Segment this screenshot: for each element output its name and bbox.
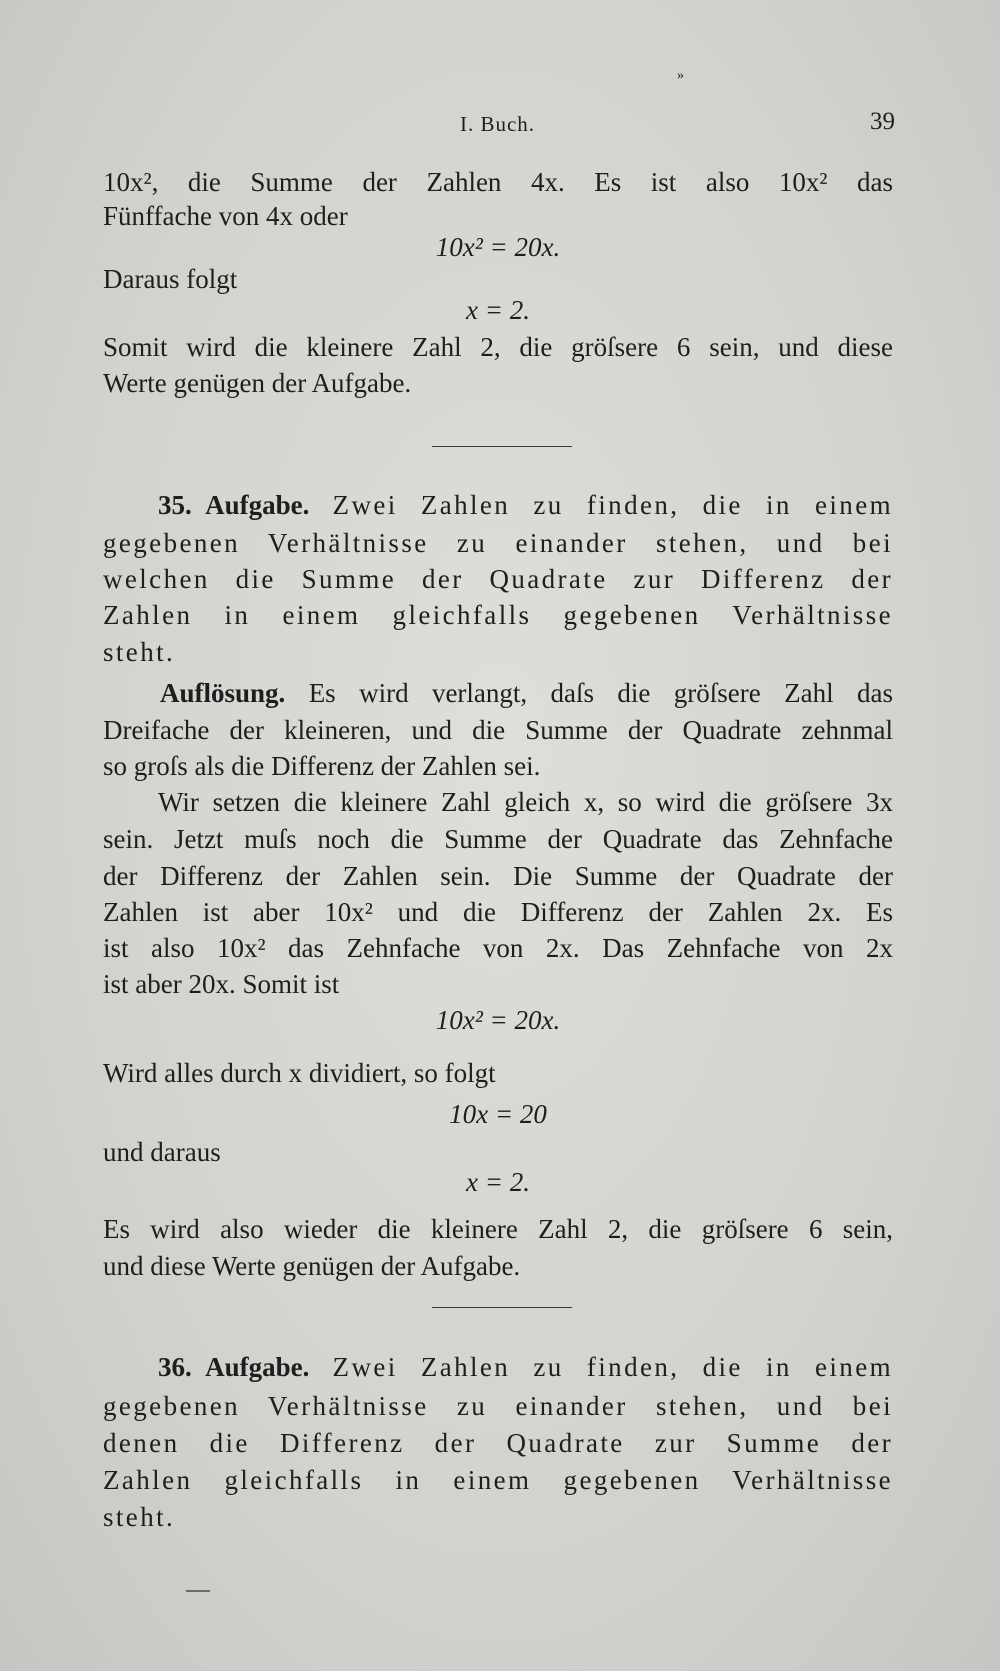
text-line: ist also 10x² das Zehnfache von 2x. Das Zehnfache von 2x [103, 933, 893, 963]
text-line: und daraus [103, 1137, 221, 1167]
text-line: Zahlen in einem gleichfalls gegebenen Verhältnisse [103, 600, 893, 630]
text-line: Wir setzen die kleinere Zahl gleich x, so wird die gröſsere 3x [158, 787, 893, 817]
problem-heading-line [158, 488, 893, 522]
text-line: Zahlen gleichfalls in einem gegebenen Verhältnisse [103, 1465, 893, 1495]
text-line: Daraus folgt [103, 264, 238, 294]
text-line: Zahlen ist aber 10x² und die Differenz der Zahlen 2x. Es [103, 897, 893, 927]
equation: x = 2. [466, 295, 530, 325]
text-line: steht. [103, 637, 176, 667]
chapter-title: I. Buch. [459, 112, 536, 136]
text-line: gegebenen Verhältnisse zu einander stehen, und bei [103, 528, 893, 558]
text-line: Es wird also wieder die kleinere Zahl 2, die gröſsere 6 sein, [103, 1214, 893, 1244]
text-line: denen die Differenz der Quadrate zur Summe der [103, 1428, 893, 1458]
text-line: ist aber 20x. Somit ist [103, 969, 340, 999]
text-line: so groſs als die Differenz der Zahlen sei. [103, 751, 541, 781]
equation: 10x² = 20x. [435, 1005, 561, 1035]
text-line: Wird alles durch x dividiert, so folgt [103, 1058, 496, 1088]
text-line: welchen die Summe der Quadrate zur Differenz der [103, 564, 893, 594]
equation: x = 2. [466, 1167, 530, 1197]
page-number: 39 [870, 108, 895, 135]
text-line: Werte genügen der Aufgabe. [103, 368, 412, 398]
text-line: gegebenen Verhältnisse zu einander stehen, und bei [103, 1391, 893, 1421]
text-line: steht. [103, 1502, 176, 1532]
equation: 10x = 20 [449, 1099, 547, 1129]
running-header [100, 108, 895, 138]
text-line: Zwei Zahlen zu finden, die in einem [332, 1352, 893, 1382]
problem-heading-line [158, 1350, 893, 1384]
problem-label: 35. Aufgabe. [158, 490, 310, 520]
section-divider [432, 446, 572, 447]
solution-heading-line [160, 676, 893, 710]
text-line: Zwei Zahlen zu finden, die in einem [332, 490, 893, 520]
text-line: Dreifache der kleineren, und die Summe der Quadrate zehnmal [103, 715, 893, 745]
solution-label: Auflösung. [160, 678, 286, 708]
text-line: 10x², die Summe der Zahlen 4x. Es ist also 10x² das [103, 167, 893, 197]
text-line: der Differenz der Zahlen sein. Die Summe der Quadrate der [103, 861, 893, 891]
problem-label: 36. Aufgabe. [158, 1352, 310, 1382]
text-line: Fünffache von 4x oder [103, 201, 348, 231]
printer-mark: » [677, 68, 684, 83]
text-line: Es wird verlangt, daſs die gröſsere Zahl das [308, 678, 894, 708]
text-line: Somit wird die kleinere Zahl 2, die gröſsere 6 sein, und diese [103, 332, 893, 362]
paper-blemish [186, 1590, 210, 1592]
section-divider [432, 1307, 572, 1308]
equation: 10x² = 20x. [435, 232, 561, 262]
text-line: sein. Jetzt muſs noch die Summe der Quadrate das Zehnfache [103, 824, 893, 854]
text-line: und diese Werte genügen der Aufgabe. [103, 1251, 521, 1281]
